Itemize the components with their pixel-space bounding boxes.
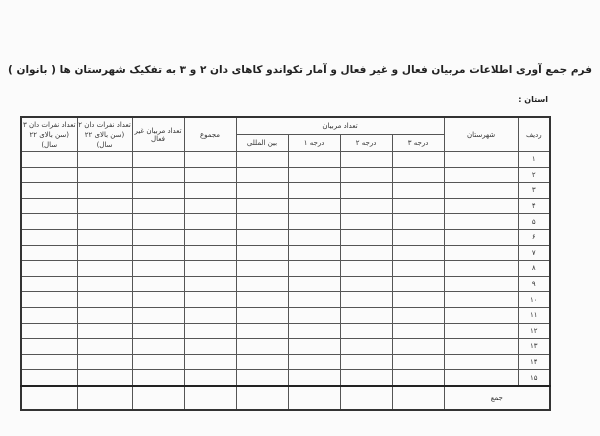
table-cell[interactable] (184, 370, 236, 386)
table-cell[interactable] (288, 183, 340, 199)
table-cell[interactable] (392, 214, 444, 230)
table-cell[interactable] (444, 292, 518, 308)
table-cell[interactable] (392, 276, 444, 292)
table-cell[interactable] (77, 167, 132, 183)
total-label: جمع (444, 386, 550, 410)
table-cell[interactable] (21, 261, 77, 277)
table-row (21, 245, 550, 261)
header-dan2-title: تعداد نفرات دان ۲ (78, 120, 131, 129)
table-cell[interactable] (444, 307, 518, 323)
header-degree1: درجه ۱ (288, 135, 340, 152)
table-cell[interactable] (236, 229, 288, 245)
table-row (21, 261, 550, 277)
table-cell[interactable] (77, 307, 132, 323)
table-cell[interactable] (392, 229, 444, 245)
table-cell[interactable] (21, 370, 77, 386)
table-cell[interactable] (184, 307, 236, 323)
table-cell[interactable] (21, 307, 77, 323)
table-cell[interactable] (21, 292, 77, 308)
table-cell[interactable] (184, 339, 236, 355)
table-cell[interactable] (288, 152, 340, 168)
table-row (21, 323, 550, 339)
table-row (21, 229, 550, 245)
table-cell[interactable] (340, 152, 392, 168)
table-cell[interactable] (444, 245, 518, 261)
total-cell[interactable] (184, 386, 236, 410)
table-cell[interactable] (340, 183, 392, 199)
table-cell[interactable] (340, 307, 392, 323)
table-cell[interactable] (392, 198, 444, 214)
table-cell[interactable] (444, 167, 518, 183)
table-cell[interactable] (132, 370, 184, 386)
table-cell[interactable] (132, 214, 184, 230)
table-row (21, 167, 550, 183)
table-cell[interactable] (21, 323, 77, 339)
row-number: ۹ (518, 276, 550, 292)
table-cell[interactable] (184, 198, 236, 214)
header-degree2: درجه ۲ (340, 135, 392, 152)
table-cell[interactable] (236, 167, 288, 183)
row-number: ۱۲ (518, 323, 550, 339)
table-row (21, 292, 550, 308)
table-cell[interactable] (288, 370, 340, 386)
table-cell[interactable] (77, 292, 132, 308)
table-cell[interactable] (77, 245, 132, 261)
table-row (21, 152, 550, 168)
form-title: فرم جمع آوری اطلاعات مربیان فعال و غیر فعال و آمار تکواندو کاهای دان ۲ و ۳ به تفکیک شهرستان ها ( بانوان ) (8, 64, 592, 76)
table-cell[interactable] (77, 323, 132, 339)
table-cell[interactable] (340, 370, 392, 386)
total-cell[interactable] (236, 386, 288, 410)
table-cell[interactable] (288, 354, 340, 370)
row-number: ۱۰ (518, 292, 550, 308)
table-cell[interactable] (236, 339, 288, 355)
table-cell[interactable] (340, 245, 392, 261)
table-cell[interactable] (288, 167, 340, 183)
total-cell[interactable] (288, 386, 340, 410)
table-cell[interactable] (236, 370, 288, 386)
table-row (21, 339, 550, 355)
table-cell[interactable] (340, 323, 392, 339)
table-cell[interactable] (444, 229, 518, 245)
total-cell[interactable] (340, 386, 392, 410)
table-cell[interactable] (444, 152, 518, 168)
province-label: استان : (518, 95, 548, 104)
table-cell[interactable] (132, 261, 184, 277)
table-cell[interactable] (392, 307, 444, 323)
table-cell[interactable] (340, 229, 392, 245)
header-dan3-title: تعداد نفرات دان ۳ (22, 120, 76, 129)
table-cell[interactable] (236, 245, 288, 261)
row-number: ۱ (518, 152, 550, 168)
table-row (21, 370, 550, 386)
row-number: ۵ (518, 214, 550, 230)
table-cell[interactable] (340, 261, 392, 277)
table-cell[interactable] (21, 229, 77, 245)
table-cell[interactable] (392, 323, 444, 339)
table-cell[interactable] (77, 183, 132, 199)
table-row (21, 354, 550, 370)
table-cell[interactable] (132, 152, 184, 168)
table-cell[interactable] (288, 229, 340, 245)
header-inactive-coaches: تعداد مربیان غیر فعال (132, 117, 184, 152)
table-cell[interactable] (444, 276, 518, 292)
row-number: ۱۵ (518, 370, 550, 386)
header-city: شهرستان (444, 117, 518, 152)
table-cell[interactable] (288, 198, 340, 214)
table-cell[interactable] (77, 276, 132, 292)
table-cell[interactable] (288, 245, 340, 261)
table-cell[interactable] (392, 183, 444, 199)
row-number: ۲ (518, 167, 550, 183)
table-cell[interactable] (444, 261, 518, 277)
table-cell[interactable] (132, 198, 184, 214)
total-cell[interactable] (21, 386, 77, 410)
table-cell[interactable] (132, 229, 184, 245)
table-cell[interactable] (236, 214, 288, 230)
table-cell[interactable] (184, 152, 236, 168)
table-cell[interactable] (392, 261, 444, 277)
table-cell[interactable] (236, 323, 288, 339)
table-cell[interactable] (77, 152, 132, 168)
table-cell[interactable] (444, 323, 518, 339)
table-cell[interactable] (184, 292, 236, 308)
row-number: ۷ (518, 245, 550, 261)
table-cell[interactable] (288, 276, 340, 292)
table-cell[interactable] (392, 292, 444, 308)
table-cell[interactable] (21, 339, 77, 355)
header-dan2-sub: (سن بالای ۲۲ سال) (84, 130, 125, 149)
table-cell[interactable] (77, 339, 132, 355)
table-cell[interactable] (77, 370, 132, 386)
table-cell[interactable] (340, 214, 392, 230)
table-cell[interactable] (21, 183, 77, 199)
table-cell[interactable] (132, 245, 184, 261)
table-cell[interactable] (288, 292, 340, 308)
table-row (21, 183, 550, 199)
table-cell[interactable] (132, 276, 184, 292)
table-cell[interactable] (184, 167, 236, 183)
total-row (21, 386, 550, 410)
table-cell[interactable] (236, 183, 288, 199)
table-cell[interactable] (132, 354, 184, 370)
header-degree3: درجه ۳ (392, 135, 444, 152)
row-number: ۸ (518, 261, 550, 277)
table-cell[interactable] (132, 339, 184, 355)
row-number: ۱۱ (518, 307, 550, 323)
table-cell[interactable] (340, 198, 392, 214)
row-number: ۱۴ (518, 354, 550, 370)
table-cell[interactable] (21, 167, 77, 183)
table-cell[interactable] (184, 183, 236, 199)
header-dan2 (77, 117, 132, 152)
table-cell[interactable] (21, 198, 77, 214)
table-cell[interactable] (77, 198, 132, 214)
table-cell[interactable] (132, 307, 184, 323)
row-number: ۳ (518, 183, 550, 199)
table-row (21, 198, 550, 214)
table-cell[interactable] (21, 214, 77, 230)
table-cell[interactable] (132, 183, 184, 199)
table-cell[interactable] (236, 276, 288, 292)
data-table (20, 116, 551, 411)
table-cell[interactable] (392, 152, 444, 168)
table-cell[interactable] (392, 339, 444, 355)
table-cell[interactable] (288, 307, 340, 323)
table-cell[interactable] (184, 323, 236, 339)
table-cell[interactable] (236, 354, 288, 370)
table-cell[interactable] (340, 167, 392, 183)
total-cell[interactable] (392, 386, 444, 410)
table-cell[interactable] (236, 198, 288, 214)
table-cell[interactable] (340, 339, 392, 355)
table-cell[interactable] (21, 354, 77, 370)
header-dan3-sub: (سن بالای ۲۲ سال) (29, 130, 69, 149)
table-cell[interactable] (21, 245, 77, 261)
table-row (21, 214, 550, 230)
table-cell[interactable] (184, 214, 236, 230)
table-cell[interactable] (392, 245, 444, 261)
header-row-no: ردیف (518, 117, 550, 152)
table-row (21, 276, 550, 292)
table-cell[interactable] (132, 292, 184, 308)
table-cell[interactable] (392, 354, 444, 370)
table-cell[interactable] (184, 229, 236, 245)
table-cell[interactable] (77, 229, 132, 245)
table-cell[interactable] (184, 245, 236, 261)
table-cell[interactable] (444, 214, 518, 230)
table-cell[interactable] (392, 370, 444, 386)
row-number: ۴ (518, 198, 550, 214)
table-cell[interactable] (288, 214, 340, 230)
table-cell[interactable] (340, 276, 392, 292)
table-cell[interactable] (132, 323, 184, 339)
table-cell[interactable] (21, 276, 77, 292)
table-cell[interactable] (444, 370, 518, 386)
table-cell[interactable] (236, 152, 288, 168)
header-dan3 (21, 117, 77, 152)
table-cell[interactable] (77, 261, 132, 277)
table-cell[interactable] (444, 354, 518, 370)
table-cell[interactable] (288, 323, 340, 339)
table-cell[interactable] (21, 152, 77, 168)
row-number: ۱۳ (518, 339, 550, 355)
row-number: ۶ (518, 229, 550, 245)
total-cell[interactable] (132, 386, 184, 410)
table-cell[interactable] (392, 167, 444, 183)
table-cell[interactable] (184, 261, 236, 277)
table-cell[interactable] (288, 261, 340, 277)
table-cell[interactable] (184, 354, 236, 370)
table-cell[interactable] (288, 339, 340, 355)
table-cell[interactable] (77, 214, 132, 230)
table-row (21, 307, 550, 323)
table-cell[interactable] (236, 292, 288, 308)
table-cell[interactable] (77, 354, 132, 370)
table-cell[interactable] (236, 307, 288, 323)
table-cell[interactable] (340, 354, 392, 370)
header-international: بین المللی (236, 135, 288, 152)
header-coaches-count: تعداد مربیان (236, 117, 444, 135)
table-cell[interactable] (444, 339, 518, 355)
table-cell[interactable] (236, 261, 288, 277)
table-cell[interactable] (132, 167, 184, 183)
table-cell[interactable] (340, 292, 392, 308)
table-cell[interactable] (184, 276, 236, 292)
table-cell[interactable] (444, 183, 518, 199)
header-total: مجموع (184, 117, 236, 152)
table-cell[interactable] (444, 198, 518, 214)
table-body (21, 152, 550, 386)
total-cell[interactable] (77, 386, 132, 410)
